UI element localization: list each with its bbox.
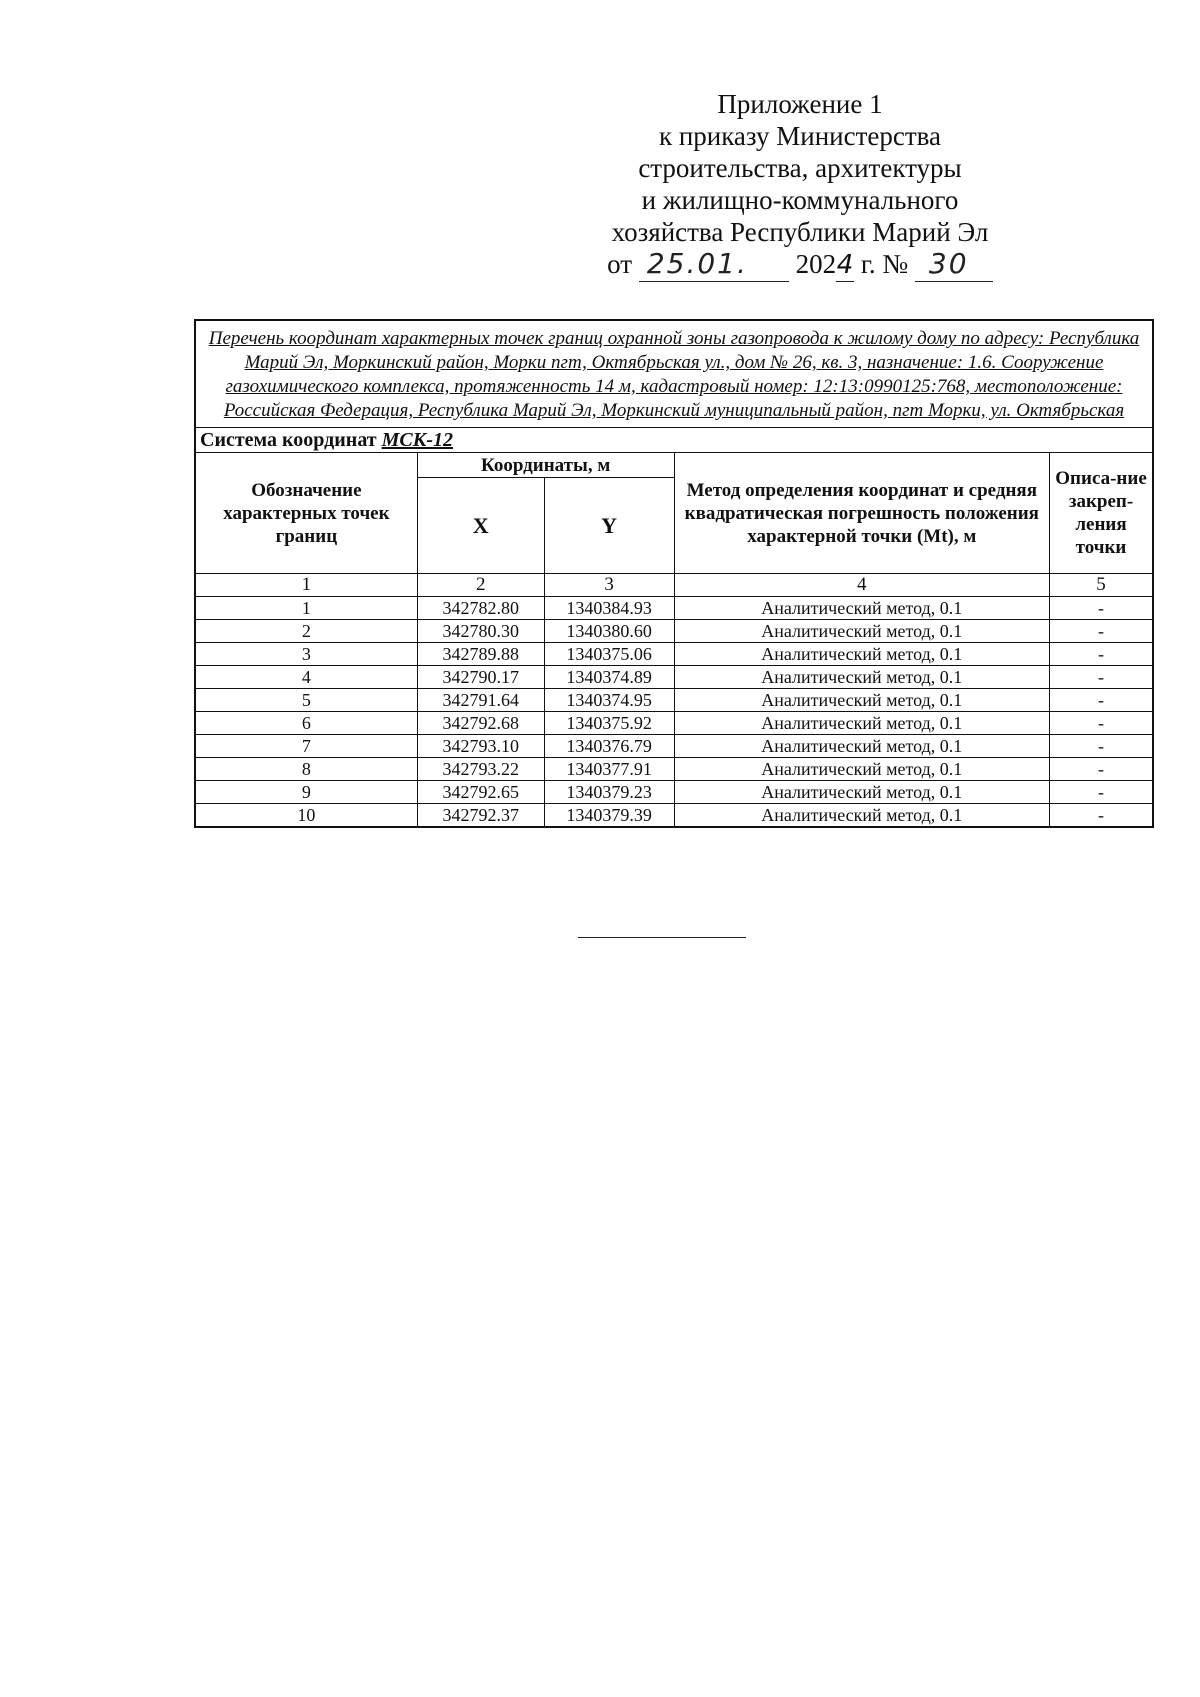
- method-cell: Аналитический метод, 0.1: [674, 758, 1049, 781]
- table-row: [196, 620, 1153, 643]
- ministry-line-2: и жилищно-коммунального: [641, 185, 959, 215]
- point-cell: 2: [196, 620, 418, 643]
- header-row-1: [196, 453, 1153, 478]
- coord-system-label: Система координат: [200, 429, 377, 451]
- x-cell: 342792.68: [417, 712, 544, 735]
- point-cell: 4: [196, 666, 418, 689]
- y-cell: 1340374.89: [544, 666, 674, 689]
- x-cell: 342793.10: [417, 735, 544, 758]
- x-cell: 342790.17: [417, 666, 544, 689]
- description-cell: -: [1050, 620, 1153, 643]
- point-cell: 7: [196, 735, 418, 758]
- points-header: Обозначение характерных точек границ: [196, 453, 418, 574]
- date-prefix: от: [607, 249, 633, 279]
- coord-system-row: [196, 428, 1153, 453]
- point-cell: 6: [196, 712, 418, 735]
- coord-system-cell: [196, 428, 1153, 453]
- method-cell: Аналитический метод, 0.1: [674, 712, 1049, 735]
- ministry-line-1: строительства, архитектуры: [638, 153, 962, 183]
- description-header: Описа-ние закреп-ления точки: [1050, 453, 1153, 574]
- handwritten-date: 25.01.: [646, 247, 748, 280]
- appendix-title: Приложение 1: [717, 89, 883, 119]
- method-cell: Аналитический метод, 0.1: [674, 620, 1049, 643]
- y-cell: 1340379.23: [544, 781, 674, 804]
- coordinates-table: [195, 320, 1153, 827]
- table-row: [196, 643, 1153, 666]
- description-cell: -: [1050, 712, 1153, 735]
- year-printed: 202: [795, 249, 837, 279]
- method-cell: Аналитический метод, 0.1: [674, 597, 1049, 620]
- description-cell: -: [1050, 781, 1153, 804]
- point-cell: 3: [196, 643, 418, 666]
- column-number: 2: [417, 574, 544, 597]
- method-cell: Аналитический метод, 0.1: [674, 735, 1049, 758]
- order-date-line: [570, 248, 1030, 282]
- y-cell: 1340380.60: [544, 620, 674, 643]
- method-cell: Аналитический метод, 0.1: [674, 643, 1049, 666]
- description-cell: -: [1050, 758, 1153, 781]
- y-header: Y: [544, 478, 674, 574]
- table-row: [196, 735, 1153, 758]
- description-cell: -: [1050, 597, 1153, 620]
- column-numbers-row: [196, 574, 1153, 597]
- coords-header: Координаты, м: [417, 453, 674, 478]
- closing-divider: [578, 937, 746, 938]
- x-cell: 342793.22: [417, 758, 544, 781]
- method-cell: Аналитический метод, 0.1: [674, 781, 1049, 804]
- table-body: [196, 597, 1153, 827]
- point-cell: 8: [196, 758, 418, 781]
- handwritten-number: 30: [928, 247, 969, 280]
- description-cell: -: [1050, 643, 1153, 666]
- x-cell: 342792.65: [417, 781, 544, 804]
- x-cell: 342792.37: [417, 804, 544, 827]
- x-cell: 342780.30: [417, 620, 544, 643]
- table-row: [196, 597, 1153, 620]
- table-row: [196, 712, 1153, 735]
- point-cell: 1: [196, 597, 418, 620]
- y-cell: 1340384.93: [544, 597, 674, 620]
- y-cell: 1340375.92: [544, 712, 674, 735]
- x-cell: 342789.88: [417, 643, 544, 666]
- method-cell: Аналитический метод, 0.1: [674, 666, 1049, 689]
- table-row: [196, 758, 1153, 781]
- column-number: 1: [196, 574, 418, 597]
- coord-system-value: МСК-12: [381, 429, 453, 451]
- x-header: X: [417, 478, 544, 574]
- description-cell: -: [1050, 666, 1153, 689]
- number-prefix: г. №: [860, 249, 909, 279]
- number-blank: [915, 247, 993, 282]
- point-cell: 10: [196, 804, 418, 827]
- appendix-header: [570, 88, 1030, 282]
- method-cell: Аналитический метод, 0.1: [674, 689, 1049, 712]
- point-cell: 9: [196, 781, 418, 804]
- table-row: [196, 666, 1153, 689]
- table-caption: Перечень координат характерных точек границ охранной зоны газопровода к жилому дому по адресу: Республика Марий Эл, Моркинский район, Морки пгт, Октябрьская ул., дом № 26, кв. 3, назначение: 1.6. Сооружение газохимического комплекса, протяженность 14 м, кадастровый номер: 12:13:0990125:768, местоположение: Российская Федерация, Республика Марий Эл, Моркинский муниципальный район, пгт Морки, ул. Октябрьская: [196, 321, 1153, 428]
- date-blank: [639, 247, 789, 282]
- description-cell: -: [1050, 735, 1153, 758]
- column-number: 3: [544, 574, 674, 597]
- point-cell: 5: [196, 689, 418, 712]
- y-cell: 1340379.39: [544, 804, 674, 827]
- column-number: 5: [1050, 574, 1153, 597]
- description-cell: -: [1050, 689, 1153, 712]
- x-cell: 342791.64: [417, 689, 544, 712]
- ministry-line-3: хозяйства Республики Марий Эл: [611, 217, 989, 247]
- table-caption-row: [196, 321, 1153, 428]
- description-cell: -: [1050, 804, 1153, 827]
- x-cell: 342782.80: [417, 597, 544, 620]
- y-cell: 1340377.91: [544, 758, 674, 781]
- method-cell: Аналитический метод, 0.1: [674, 804, 1049, 827]
- order-reference-line: к приказу Министерства: [658, 121, 942, 151]
- method-header: Метод определения координат и средняя квадратическая погрешность положения характерной точки (Mt), м: [674, 453, 1049, 574]
- table-row: [196, 689, 1153, 712]
- year-field: [796, 248, 855, 282]
- y-cell: 1340376.79: [544, 735, 674, 758]
- table-row: [196, 781, 1153, 804]
- table-row: [196, 804, 1153, 827]
- column-number: 4: [674, 574, 1049, 597]
- y-cell: 1340375.06: [544, 643, 674, 666]
- year-handwritten: 4: [836, 250, 854, 280]
- y-cell: 1340374.95: [544, 689, 674, 712]
